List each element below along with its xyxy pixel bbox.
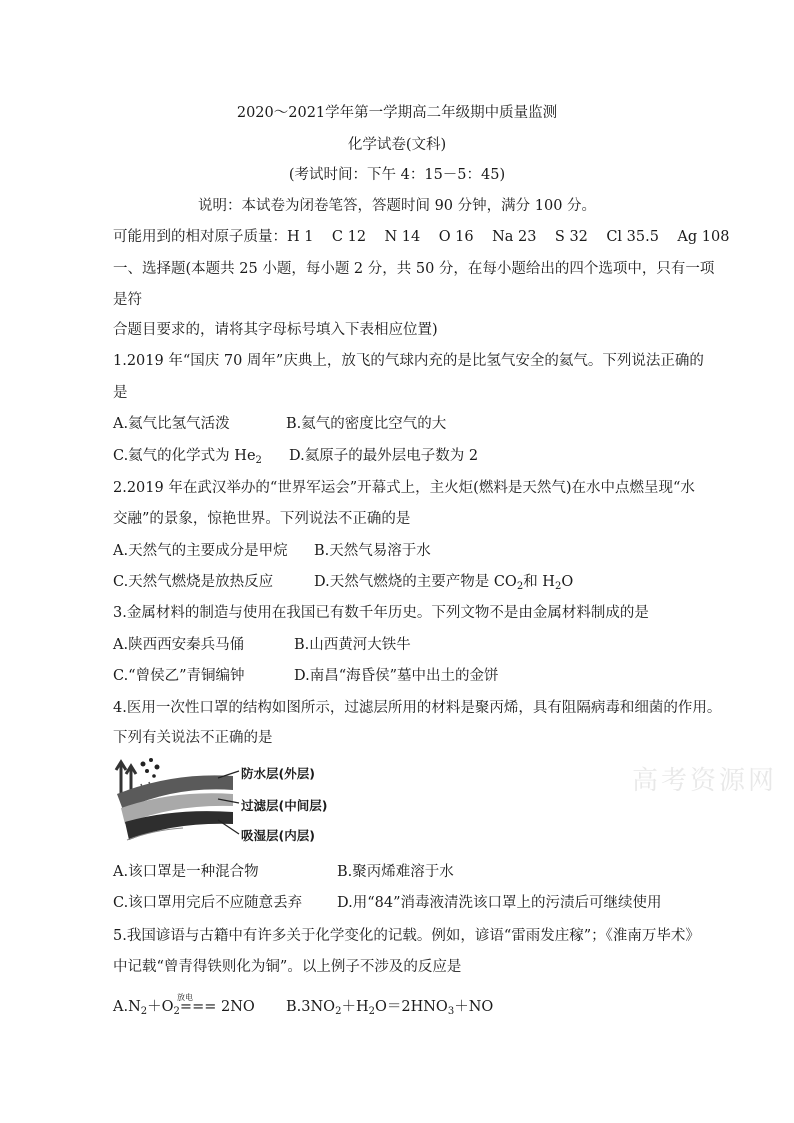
q5-a-sub-2: 2 — [173, 1006, 180, 1017]
q5-a-part-2: ＋O — [147, 999, 174, 1015]
q1-option-d: D.氦原子的最外层电子数为 2 — [289, 448, 479, 464]
q5-option-b — [286, 998, 493, 1021]
q1-option-c — [113, 447, 262, 470]
q1-option-c-text: C.氦气的化学式为 He — [113, 448, 256, 464]
q5-a-part-1: A.N — [113, 999, 141, 1015]
exam-subtitle: 化学试卷(文科) — [347, 137, 447, 153]
q1-stem-line-2: 是 — [113, 385, 128, 401]
q2-option-d-sub-1: 2 — [516, 581, 524, 592]
q2-stem-line-2: 交融”的景象，惊艳世界。下列说法不正确的是 — [113, 511, 411, 527]
q3-option-c: C.“曾侯乙”青铜编钟 — [113, 668, 245, 684]
q5-a-sub-1: 2 — [140, 1006, 148, 1017]
q5-b-sub-1: 2 — [335, 1006, 342, 1017]
q1-option-c-sub: 2 — [255, 455, 262, 466]
q3-option-a: A.陕西西安秦兵马俑 — [113, 637, 245, 653]
q5-b-sub-2: 2 — [368, 1006, 375, 1017]
q5-b-part-1: B.3NO — [286, 999, 336, 1015]
q5-a-condition: 放电 — [177, 993, 193, 1002]
q5-a-part-3: === 2NO — [179, 999, 255, 1015]
mask-structure-figure — [113, 754, 353, 849]
q5-b-part-2: ＋H — [341, 999, 369, 1015]
exam-note: 说明：本试卷为闭卷笔答，答题时间 90 分钟，满分 100 分。 — [197, 198, 597, 214]
q1-option-a: A.氦气比氢气活泼 — [113, 416, 230, 432]
absorbent-layer-label: 吸湿层(内层) — [241, 828, 315, 843]
exam-time: (考试时间：下午 4：15－5：45) — [288, 167, 506, 183]
waterproof-layer-label: 防水层(外层) — [241, 766, 315, 781]
filter-layer-label: 过滤层(中间层) — [241, 798, 328, 813]
q5-b-part-3: O＝2HNO — [374, 999, 448, 1015]
q2-option-d-text-2: 和 H — [523, 574, 555, 590]
q4-option-a: A.该口罩是一种混合物 — [113, 864, 259, 880]
section-heading-line-1: 一、选择题(本题共 25 小题，每小题 2 分，共 50 分，在每小题给出的四个选项中，只有一项 — [113, 261, 715, 277]
q2-stem-line-1: 2.2019 年在武汉举办的“世界军运会”开幕式上，主火炬(燃料是天然气)在水中点燃呈现“水 — [113, 480, 695, 496]
q5-b-sub-3: 3 — [447, 1006, 455, 1017]
q5-b-part-4: ＋NO — [454, 999, 494, 1015]
watermark: 高考资源网 — [632, 766, 778, 796]
q4-option-d: D.用“84”消毒液清洗该口罩上的污渍后可继续使用 — [337, 895, 662, 911]
q2-option-b: B.天然气易溶于水 — [314, 543, 431, 559]
q3-stem: 3.金属材料的制造与使用在我国已有数千年历史。下列文物不是由金属材料制成的是 — [113, 605, 649, 621]
q5-stem-line-2: 中记载“曾青得铁则化为铜”。以上例子不涉及的反应是 — [113, 959, 462, 975]
q5-option-a — [113, 993, 255, 1021]
q5-stem-line-1: 5.我国谚语与古籍中有许多关于化学变化的记载。例如，谚语“雷雨发庄稼”；《淮南万毕术》 — [113, 928, 700, 944]
q2-option-d — [314, 573, 573, 596]
section-heading-line-2: 是符 — [113, 292, 142, 308]
q3-option-d: D.南昌“海昏侯”墓中出土的金饼 — [294, 668, 499, 684]
q3-option-b: B.山西黄河大铁牛 — [294, 637, 411, 653]
q4-stem-line-1: 4.医用一次性口罩的结构如图所示，过滤层所用的材料是聚丙烯，具有阻隔病毒和细菌的作用。 — [113, 700, 722, 716]
q2-option-c: C.天然气燃烧是放热反应 — [113, 574, 274, 590]
q4-option-b: B.聚丙烯难溶于水 — [337, 864, 454, 880]
section-heading-line-3: 合题目要求的，请将其字母标号填入下表相应位置) — [113, 322, 438, 338]
q4-stem-line-2: 下列有关说法不正确的是 — [113, 730, 273, 746]
q2-option-d-text-3: O — [561, 574, 574, 590]
q2-option-d-text-1: D.天然气燃烧的主要产物是 CO — [314, 574, 517, 590]
q1-option-b: B.氦气的密度比空气的大 — [286, 416, 447, 432]
q4-option-c: C.该口罩用完后不应随意丢弃 — [113, 895, 303, 911]
q1-stem-line-1: 1.2019 年“国庆 70 周年”庆典上，放飞的气球内充的是比氢气安全的氦气。下列说法正确的 — [113, 353, 704, 369]
q2-option-a: A.天然气的主要成分是甲烷 — [113, 543, 288, 559]
exam-title: 2020～2021学年第一学期高二年级期中质量监测 — [236, 105, 558, 121]
atomic-masses: 可能用到的相对原子质量：H 1 C 12 N 14 O 16 Na 23 S 32 Cl 35.5 Ag 108 — [113, 229, 730, 245]
q2-option-d-sub-2: 2 — [554, 581, 562, 592]
